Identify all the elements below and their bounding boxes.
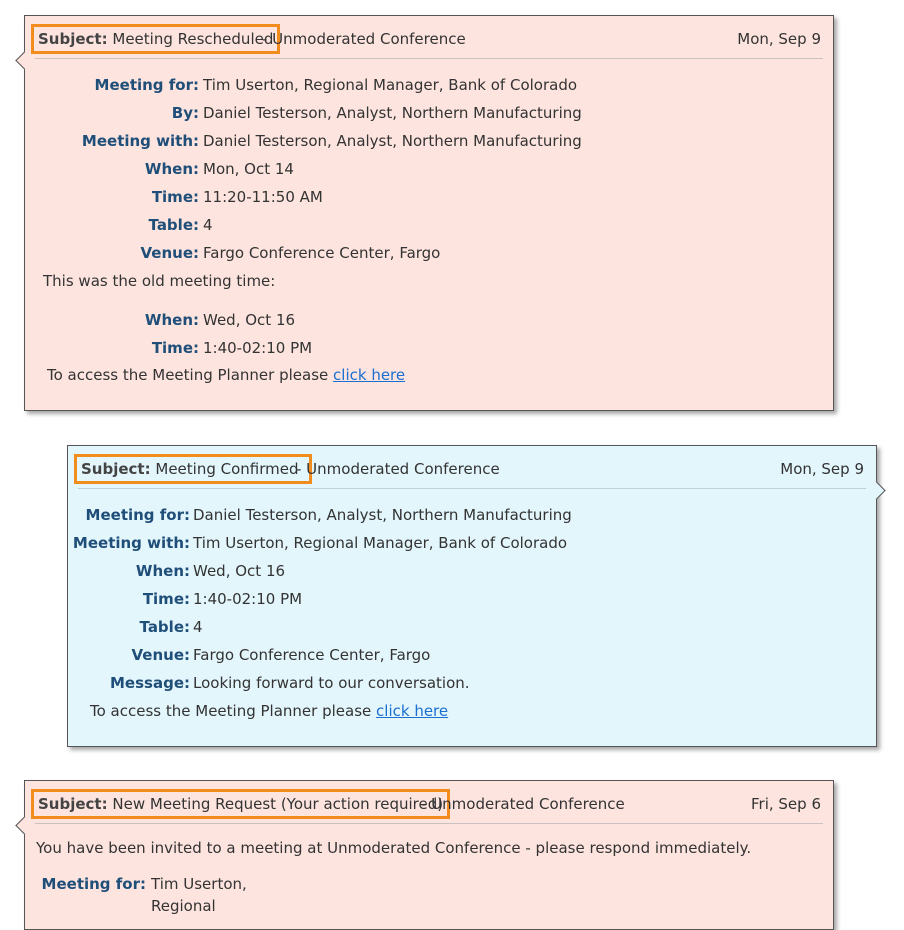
field-by bbox=[25, 102, 835, 124]
subject-text: Meeting Confirmed bbox=[155, 460, 299, 478]
field-value: 4 bbox=[193, 618, 203, 636]
field-meeting-with bbox=[68, 532, 878, 554]
field-meeting-for bbox=[25, 873, 835, 895]
field-label: Message: bbox=[110, 674, 190, 692]
bubble-tail bbox=[867, 481, 885, 499]
field-value: Fargo Conference Center, Fargo bbox=[203, 244, 441, 262]
field-value: 1:40-02:10 PM bbox=[193, 590, 303, 608]
subject-text: Meeting Rescheduled bbox=[112, 30, 274, 48]
field-value: Tim Userton, bbox=[151, 875, 247, 893]
field-value: Daniel Testerson, Analyst, Northern Manufacturing bbox=[203, 104, 582, 122]
field-value: 4 bbox=[203, 216, 213, 234]
field-label: Meeting with: bbox=[72, 534, 190, 552]
field-time bbox=[25, 186, 835, 208]
message-header bbox=[35, 789, 823, 824]
field-value: Daniel Testerson, Analyst, Northern Manufacturing bbox=[203, 132, 582, 150]
field-value-continuation: Regional bbox=[151, 897, 216, 915]
message-header bbox=[78, 454, 866, 489]
field-label: By: bbox=[171, 104, 199, 122]
old-field-time bbox=[25, 337, 835, 359]
field-venue bbox=[68, 644, 878, 666]
access-text: To access the Meeting Planner please bbox=[47, 366, 329, 384]
subject-highlight bbox=[31, 789, 450, 819]
field-meeting-for bbox=[25, 74, 835, 96]
message-date: Mon, Sep 9 bbox=[780, 460, 864, 478]
old-field-when bbox=[25, 309, 835, 331]
invite-intro: You have been invited to a meeting at Unmoderated Conference - please respond immediately. bbox=[36, 839, 752, 857]
field-value: Wed, Oct 16 bbox=[193, 562, 286, 580]
field-label: Meeting with: bbox=[81, 132, 199, 150]
conference-name: - Unmoderated Conference bbox=[421, 795, 625, 813]
conference-name: - Unmoderated Conference bbox=[262, 30, 466, 48]
field-label: When: bbox=[144, 160, 199, 178]
field-label: When: bbox=[135, 562, 190, 580]
message-date: Fri, Sep 6 bbox=[751, 795, 821, 813]
field-label: Venue: bbox=[131, 646, 190, 664]
bubble-tail bbox=[15, 816, 33, 834]
click-here-link[interactable]: click here bbox=[376, 702, 449, 720]
field-value: Looking forward to our conversation. bbox=[193, 674, 470, 692]
field-venue bbox=[25, 242, 835, 264]
field-label: Meeting for: bbox=[85, 506, 190, 524]
access-text: To access the Meeting Planner please bbox=[90, 702, 372, 720]
field-value: Daniel Testerson, Analyst, Northern Manufacturing bbox=[193, 506, 572, 524]
field-value: 11:20-11:50 AM bbox=[203, 188, 323, 206]
field-table bbox=[68, 616, 878, 638]
field-value: Fargo Conference Center, Fargo bbox=[193, 646, 431, 664]
field-label: Table: bbox=[139, 618, 190, 636]
subject-text: New Meeting Request (Your action required) bbox=[112, 795, 444, 813]
subject-highlight bbox=[74, 454, 312, 484]
field-label: Venue: bbox=[140, 244, 199, 262]
field-value: Tim Userton, Regional Manager, Bank of Colorado bbox=[203, 76, 578, 94]
field-label: When: bbox=[144, 311, 199, 329]
subject-label: Subject: bbox=[38, 30, 108, 48]
message-card-confirmed[interactable] bbox=[67, 445, 877, 747]
field-value: Mon, Oct 14 bbox=[203, 160, 294, 178]
field-when bbox=[68, 560, 878, 582]
field-table bbox=[25, 214, 835, 236]
field-label: Time: bbox=[151, 339, 199, 357]
field-time bbox=[68, 588, 878, 610]
message-date: Mon, Sep 9 bbox=[737, 30, 821, 48]
access-planner-text bbox=[90, 700, 448, 722]
subject-label: Subject: bbox=[38, 795, 108, 813]
subject-label: Subject: bbox=[81, 460, 151, 478]
message-header bbox=[35, 24, 823, 59]
field-meeting-for bbox=[68, 504, 878, 526]
field-value: 1:40-02:10 PM bbox=[203, 339, 313, 357]
access-planner-text bbox=[47, 364, 405, 386]
conference-name: - Unmoderated Conference bbox=[296, 460, 500, 478]
bubble-tail bbox=[15, 51, 33, 69]
field-value: Wed, Oct 16 bbox=[203, 311, 296, 329]
field-message bbox=[68, 672, 878, 694]
field-value: Tim Userton, Regional Manager, Bank of Colorado bbox=[193, 534, 568, 552]
message-card-rescheduled[interactable] bbox=[24, 15, 834, 411]
field-label: Meeting for: bbox=[94, 76, 199, 94]
click-here-link[interactable]: click here bbox=[333, 366, 406, 384]
field-label: Table: bbox=[148, 216, 199, 234]
old-time-note: This was the old meeting time: bbox=[43, 272, 276, 290]
field-label: Time: bbox=[151, 188, 199, 206]
field-label: Meeting for: bbox=[41, 875, 146, 893]
message-card-new-request[interactable] bbox=[24, 780, 834, 930]
field-when bbox=[25, 158, 835, 180]
subject-highlight bbox=[31, 24, 280, 54]
field-meeting-with bbox=[25, 130, 835, 152]
field-label: Time: bbox=[142, 590, 190, 608]
